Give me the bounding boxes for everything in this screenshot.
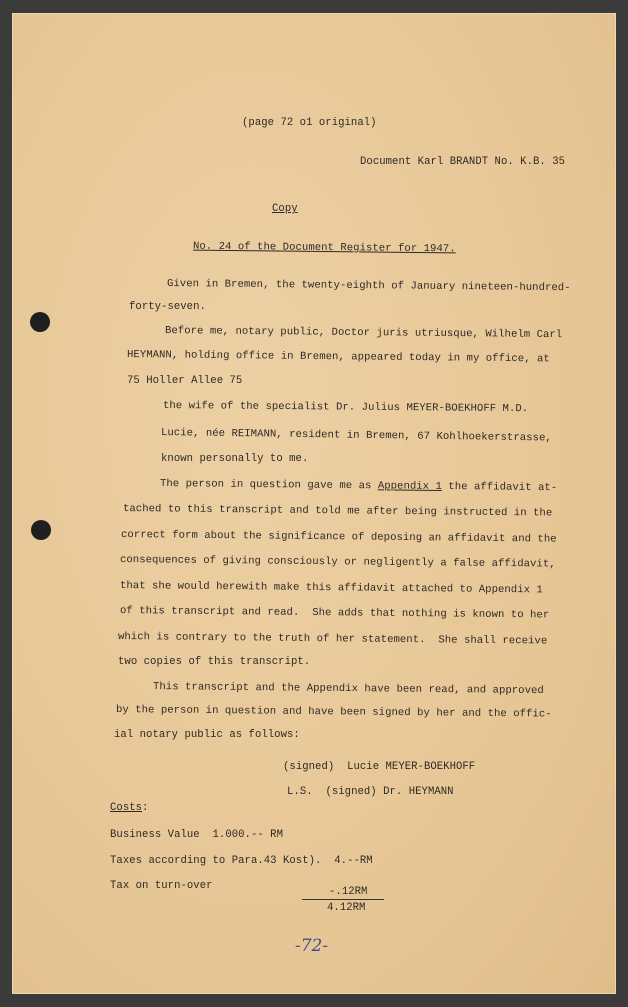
cost-business-value: Business Value 1.000.-- RM <box>110 829 283 841</box>
text: The person in question gave me as <box>159 478 378 493</box>
body-line: of this transcript and read. She adds that nothing is known to her <box>119 605 550 622</box>
body-line: two copies of this transcript. <box>118 656 311 668</box>
costs-heading <box>110 803 148 814</box>
signature-line: L.S. (signed) Dr. HEYMANN <box>287 786 454 798</box>
cost-turnover-value: -.12RM <box>329 886 368 898</box>
costs-label: Costs <box>110 802 143 814</box>
register-heading: No. 24 of the Document Register for 1947. <box>192 240 456 256</box>
body-line: HEYMANN, holding office in Bremen, appeared today in my office, at <box>126 349 550 366</box>
cost-total: 4.12RM <box>327 902 366 914</box>
punch-hole <box>31 520 51 540</box>
text: the affidavit at- <box>441 480 558 495</box>
body-line: forty-seven. <box>129 301 206 313</box>
cost-turnover-label: Tax on turn-over <box>110 880 213 892</box>
punch-hole <box>30 312 50 332</box>
handwritten-page-number: -72- <box>295 936 329 956</box>
copy-heading: Copy <box>272 203 298 215</box>
body-line: ial notary public as follows: <box>114 729 300 741</box>
body-line: 75 Holler Allee 75 <box>127 375 243 387</box>
sum-rule <box>302 899 384 900</box>
cost-taxes: Taxes according to Para.43 Kost). 4.--RM <box>110 855 373 867</box>
body-line: which is contrary to the truth of her statement. She shall receive <box>117 631 548 648</box>
body-line: by the person in question and have been signed by her and the offic- <box>115 704 552 721</box>
page-note: (page 72 o1 original) <box>242 117 377 129</box>
body-line: the wife of the specialist Dr. Julius MEYER-BOEKHOFF M.D. <box>162 400 529 416</box>
body-line: consequences of giving consciously or negligently a false affidavit, <box>119 554 556 571</box>
document-reference: Document Karl BRANDT No. K.B. 35 <box>360 156 566 168</box>
body-line: This transcript and the Appendix have been read, and approved <box>152 681 544 698</box>
colon: : <box>142 802 149 814</box>
appendix-reference: Appendix 1 <box>377 480 442 493</box>
body-line: known personally to me. <box>161 453 309 465</box>
body-line: tached to this transcript and told me after being instructed in the <box>122 503 553 520</box>
signature-line: (signed) Lucie MEYER-BOEKHOFF <box>283 761 476 773</box>
body-line: Before me, notary public, Doctor juris utriusque, Wilhelm Carl <box>164 325 563 342</box>
body-line: Given in Bremen, the twenty-eighth of January nineteen-hundred- <box>166 278 571 295</box>
body-line: Lucie, née REIMANN, resident in Bremen, 67 Kohlhoekerstrasse, <box>160 427 552 445</box>
body-line: that she would herewith make this affidavit attached to Appendix 1 <box>119 580 543 597</box>
body-line: correct form about the significance of deposing an affidavit and the <box>120 529 557 546</box>
